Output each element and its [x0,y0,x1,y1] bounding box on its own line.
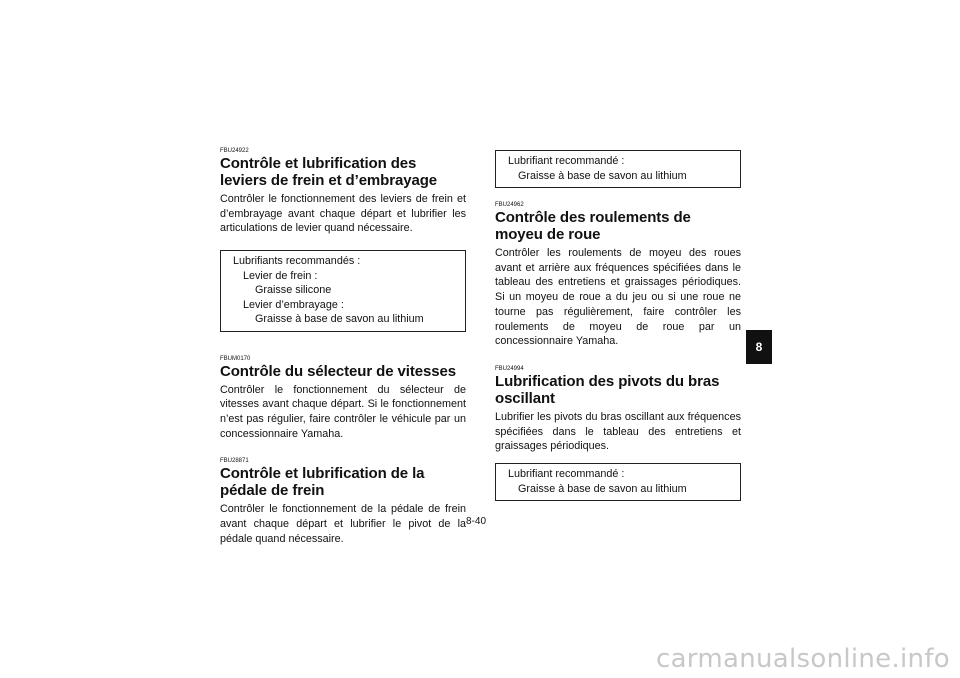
box-line: Graisse à base de savon au lithium [255,313,424,326]
box-line: Graisse à base de savon au lithium [518,169,687,182]
section-body: Contrôler le fonctionnement des leviers de frein et d’embrayage avant chaque départ et lubrifier les articulations de levier quand nécessaire. [220,193,466,235]
page-number: 8-40 [466,516,487,527]
section-heading-wheel-bearings: Contrôle des roulements de moyeu de roue [495,209,691,243]
section-code: FBU24922 [220,148,249,154]
section-code: FBU24962 [495,202,524,208]
left-column [220,148,466,547]
section-heading-brake-pedal: Contrôle et lubrification de la pédale de frein [220,465,425,500]
section-body: Contrôler le fonctionnement du sélecteur de vitesses avant chaque départ. Si le fonctionnement n’est pas régulier, faire contrôler le véhicule par un concessionnaire Yamaha. [220,383,466,440]
section-code: FBUM0170 [220,355,251,362]
section-heading-lever-lubrication: Contrôle et lubrification des leviers de frein et d’embrayage [220,155,438,189]
section-code: FBU28871 [220,458,249,465]
section-body: Lubrifier les pivots du bras oscillant aux fréquences spécifiées dans le tableau des entretiens et graissages périodiques. [495,410,741,453]
box-line: Graisse à base de savon au lithium [518,482,687,495]
watermark: carmanualsonline.info [655,644,950,674]
lubricant-box [495,150,741,188]
lubricant-box [495,463,741,501]
section-code: FBU24994 [495,365,524,372]
section-body: Contrôler le fonctionnement de la pédale de frein avant chaque départ et lubrifier le pivot de la pédale quand nécessaire. [220,503,466,545]
right-column [495,148,741,501]
lubricant-box [220,250,466,332]
section-body: Contrôler les roulements de moyeu des roues avant et arrière aux fréquences spécifiées dans le tableau des entretiens et graissages périodiques. Si un moyeu de roue a du jeu ou si une roue ne tourne pas régulièrement, faire contrôler les roulements de moyeu de roue par un concessionnaire Yamaha. [495,247,741,348]
box-line: Lubrifiant recommandé : [508,468,625,481]
box-line: Graisse silicone [255,284,332,297]
box-line: Levier de frein : [243,269,318,282]
box-line: Lubrifiants recommandés : [233,255,361,268]
chapter-tab: 8 [746,330,772,364]
section-heading-shift-selector: Contrôle du sélecteur de vitesses [220,362,456,380]
box-line: Levier d’embrayage : [243,298,344,311]
section-heading-swingarm-pivots: Lubrification des pivots du bras oscillant [495,372,720,407]
box-line: Lubrifiant recommandé : [508,155,625,167]
